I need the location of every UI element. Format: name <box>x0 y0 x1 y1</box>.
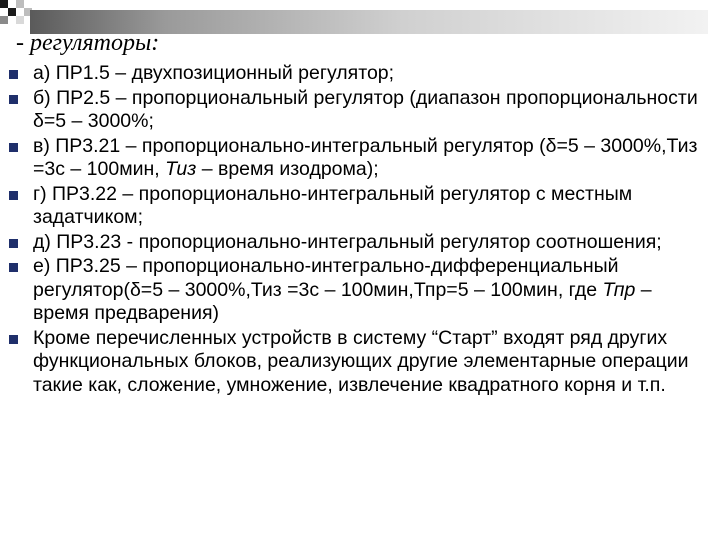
checker-square <box>8 8 16 16</box>
bullet-item-summary <box>0 327 720 398</box>
bullet-list <box>0 62 720 398</box>
bullet-text: д) ПР3.23 - пропорционально-интегральный регулятор соотношения; <box>33 230 662 253</box>
bullet-square-icon <box>9 70 18 79</box>
bullet-text: в) ПР3.21 – пропорционально-интегральный регулятор (δ=5 – 3000%,Тиз =3с – 100мин, <box>33 134 698 180</box>
checker-square <box>16 0 24 8</box>
bullet-term-tpr: Тпр <box>602 278 636 301</box>
bullet-square-icon <box>9 95 18 104</box>
checker-square <box>0 16 8 24</box>
bullet-square-icon <box>9 239 18 248</box>
checker-square <box>0 0 8 8</box>
slide-title: - регуляторы: <box>16 30 160 56</box>
bullet-text: Кроме перечисленных устройств в систему “Старт” входят ряд других функциональных блоков, реализующих другие элементарные операции такие как, сложение, умножение, извлечение квадратного корня и т.п. <box>33 326 689 396</box>
bullet-square-icon <box>9 191 18 200</box>
checker-square <box>16 16 24 24</box>
bullet-item-e <box>0 231 720 255</box>
bullet-item-d <box>0 183 720 230</box>
bullet-term-tiz: Тиз <box>165 158 197 180</box>
bullet-item-a <box>0 62 720 86</box>
bullet-text: а) ПР1.5 – двухпозиционный регулятор; <box>33 62 395 84</box>
bullet-text: – время предварения) <box>33 278 652 324</box>
bullet-item-b <box>0 87 720 134</box>
bullet-text: е) ПР3.25 – пропорционально-интегрально-дифференциальный регулятор(δ=5 – 3000%,Тиз =3с – 100мин,Тпр=5 – 100мин, где <box>33 255 619 301</box>
bullet-text: – время изодрома); <box>196 158 379 180</box>
bullet-square-icon <box>9 263 18 272</box>
bullet-square-icon <box>9 335 18 344</box>
bullet-square-icon <box>9 143 18 152</box>
bullet-text: б) ПР2.5 – пропорциональный регулятор (диапазон пропорциональности δ=5 – 3000%; <box>33 86 698 132</box>
bullet-item-f <box>0 255 720 326</box>
bullet-text: г) ПР3.22 – пропорционально-интегральный регулятор с местным задатчиком; <box>33 182 633 228</box>
bullet-item-c <box>0 135 720 182</box>
